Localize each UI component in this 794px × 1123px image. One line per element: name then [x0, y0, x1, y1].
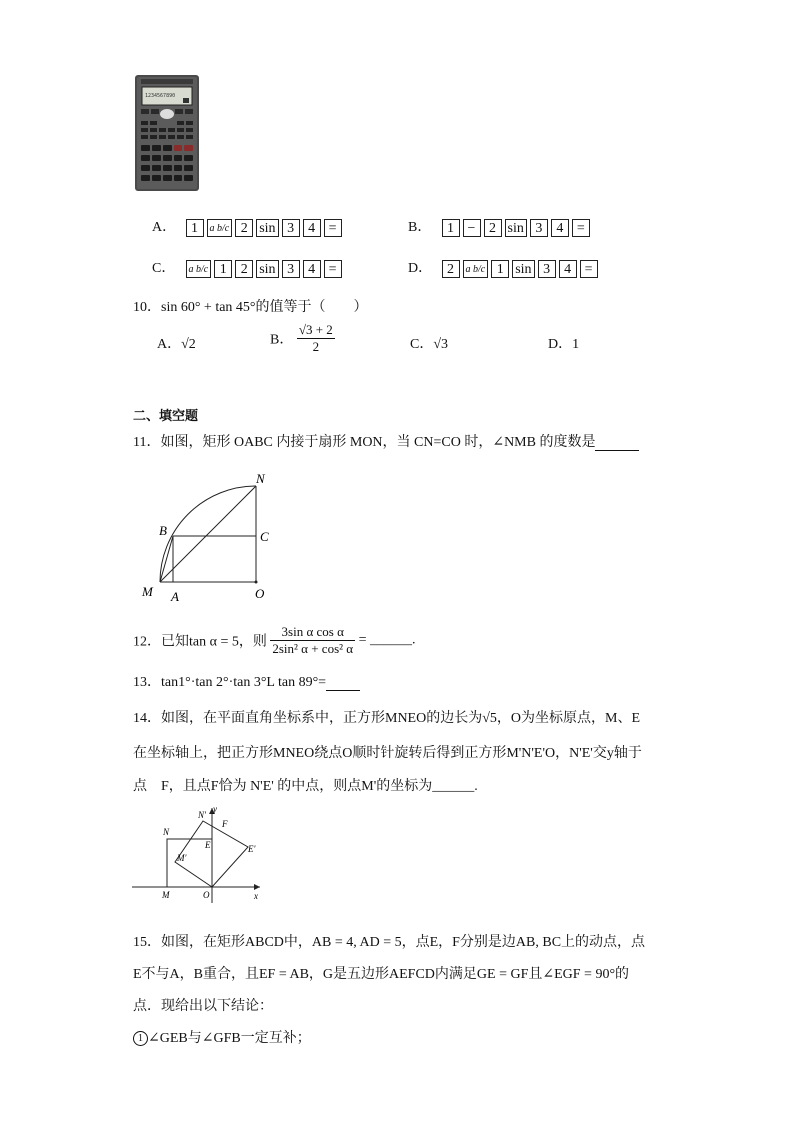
fraction-numerator: 3sin α cos α — [270, 624, 355, 641]
answer-blank — [326, 676, 360, 691]
label-x: x — [254, 891, 258, 901]
option-label: C． — [152, 261, 176, 276]
key: 3 — [538, 260, 556, 278]
key: 2 — [235, 219, 253, 237]
key: a b/c — [463, 260, 489, 278]
label-O: O — [255, 586, 265, 601]
fraction-numerator: √3 + 2 — [298, 322, 333, 337]
q9-option-b — [408, 216, 590, 237]
q10-option-a — [157, 333, 196, 353]
key: = — [324, 260, 342, 278]
key: = — [324, 219, 342, 237]
q9-option-a — [152, 216, 342, 237]
label-F: F — [222, 819, 228, 829]
label-O: O — [203, 890, 210, 900]
q10-stem: 10．sin 60° + tan 45°的值等于（ ） — [133, 300, 368, 315]
label-y: y — [213, 804, 217, 814]
key: 1 — [442, 219, 460, 237]
label-B: B — [159, 523, 167, 538]
key-sequence — [442, 260, 598, 278]
key-sequence — [186, 260, 342, 278]
option-label: A． — [157, 337, 182, 352]
q14-line-1: 14．如图，在平面直角坐标系中，正方形MNEO的边长为√5，O为坐标原点，M、E — [133, 711, 641, 726]
q9-option-c — [152, 257, 342, 278]
key: 1 — [491, 260, 509, 278]
key-sequence — [186, 219, 342, 237]
q15-line-1: 15．如图，在矩形ABCD中，AB = 4, AD = 5，点E，F分别是边AB, BC上的动点，点 — [133, 935, 646, 950]
key: sin — [505, 219, 527, 237]
label-M1: M' — [177, 853, 187, 863]
q15-item-1 — [133, 1027, 311, 1047]
fraction — [297, 322, 335, 355]
key: 1 — [214, 260, 232, 278]
key: 3 — [282, 219, 300, 237]
key: sin — [256, 260, 278, 278]
fraction-denominator: 2 — [312, 339, 320, 354]
label-M: M — [142, 584, 153, 599]
q12 — [133, 624, 416, 657]
option-label: B． — [408, 220, 432, 235]
section-title: 二、填空题 — [133, 408, 199, 423]
option-label: D． — [408, 261, 433, 276]
q15-line-2: E不与A，B重合，且EF = AB，G是五边形AEFCD内满足GE = GF且∠EGF = 90°的 — [133, 967, 630, 982]
q13-text: 13．tan1°·tan 2°·tan 3°L tan 89°= — [133, 675, 327, 690]
q10-option-b — [270, 322, 335, 355]
key: − — [463, 219, 481, 237]
q13 — [133, 671, 360, 691]
option-label: C． — [410, 337, 434, 352]
key: 3 — [282, 260, 300, 278]
q9-option-d — [408, 257, 598, 278]
key: sin — [256, 219, 278, 237]
q10-option-d: D．1 — [548, 337, 580, 352]
item-number: 1 — [133, 1031, 148, 1046]
key: 4 — [303, 219, 321, 237]
q11-diagram — [135, 468, 285, 608]
key: a b/c — [207, 219, 233, 237]
q12-suffix: = ______. — [358, 632, 416, 648]
label-E1: E' — [248, 844, 256, 854]
label-E: E — [205, 840, 211, 850]
q14-line-2: 在坐标轴上，把正方形MNEO绕点O顺时针旋转后得到正方形M'N'E'O，N'E'交y轴于 — [133, 746, 642, 761]
option-label: A． — [152, 220, 177, 235]
key: 3 — [530, 219, 548, 237]
key: sin — [512, 260, 534, 278]
label-N1: N' — [198, 810, 206, 820]
answer-blank — [595, 436, 639, 451]
calculator-image — [135, 75, 199, 191]
key: 2 — [235, 260, 253, 278]
calculator-display: 1234567890 — [145, 93, 176, 99]
key: a b/c — [186, 260, 212, 278]
key: 2 — [484, 219, 502, 237]
fraction — [270, 624, 355, 657]
key-sequence — [442, 219, 590, 237]
option-value: √2 — [181, 337, 196, 352]
option-value: √3 — [433, 337, 449, 352]
q11-stem — [133, 431, 639, 451]
label-N: N — [256, 471, 265, 486]
key: = — [572, 219, 590, 237]
item-text: ∠GEB与∠GFB一定互补； — [148, 1031, 311, 1046]
label-M: M — [162, 890, 170, 900]
q11-text: 11．如图，矩形 OABC 内接于扇形 MON，当 CN=CO 时，∠NMB 的度数是 — [133, 435, 596, 450]
key: 1 — [186, 219, 204, 237]
key: = — [580, 260, 598, 278]
label-C: C — [260, 529, 269, 544]
key: 4 — [303, 260, 321, 278]
key: 4 — [551, 219, 569, 237]
key: 4 — [559, 260, 577, 278]
q14-diagram — [130, 803, 270, 905]
fraction-denominator: 2sin² α + cos² α — [272, 641, 354, 656]
label-A: A — [171, 589, 179, 604]
q10-option-c — [410, 333, 448, 353]
option-label: B． — [270, 332, 294, 348]
q15-line-3: 点．现给出以下结论： — [133, 999, 273, 1014]
key: 2 — [442, 260, 460, 278]
label-N: N — [163, 827, 170, 837]
q14-line-3: 点 F，且点F恰为 N'E' 的中点，则点M'的坐标为______. — [133, 779, 478, 794]
q12-prefix: 12．已知tan α = 5，则 — [133, 634, 267, 650]
